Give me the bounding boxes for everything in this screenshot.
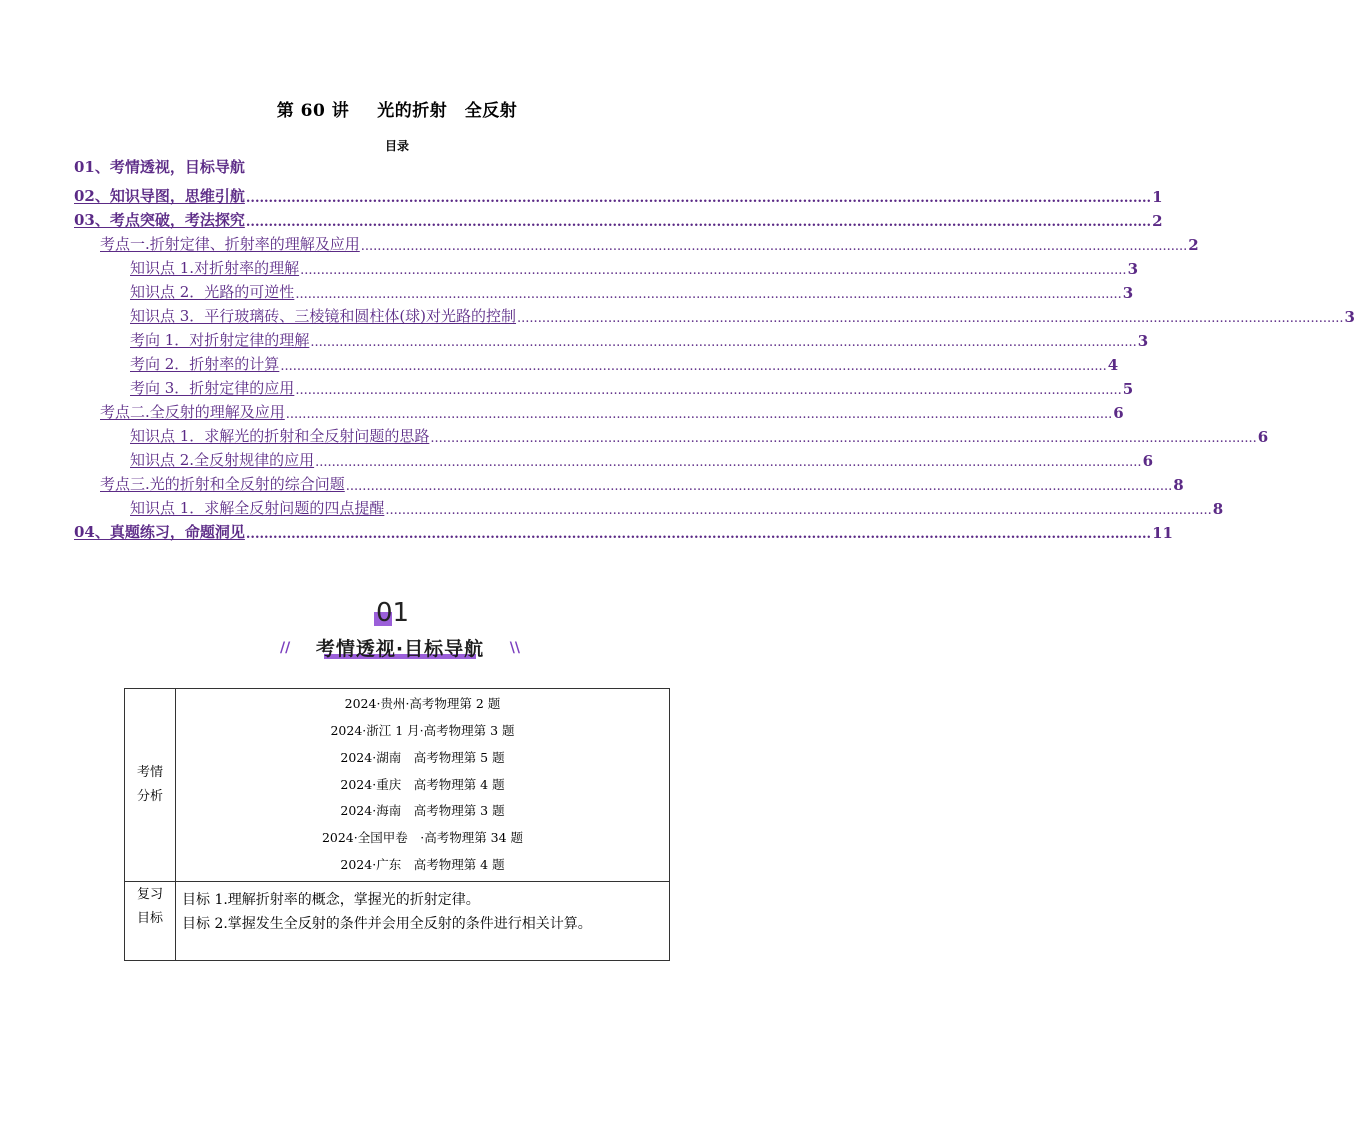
toc-leader-dots: ........................................................................................................................................................................................................ [245,191,1152,206]
toc-leader-dots: ........................................................................................................................................................................................................ [517,311,1344,326]
exam-list [176,689,670,882]
toc-leader-dots: ........................................................................................................................................................................................................ [295,383,1122,398]
toc-leader-dots: ........................................................................................................................................................................................................ [245,215,1152,230]
exam-item: 2024·重庆 高考物理第 4 题 [340,776,505,792]
toc-entry-page: 6 [1257,428,1269,446]
toc-entry[interactable] [130,328,1149,350]
toc-entry-label: 04、真题练习，命题洞见 [74,523,245,541]
lecture-topic: 光的折射 全反射 [377,101,518,121]
toc-entry[interactable] [74,184,1163,206]
exam-item: 2024·海南 高考物理第 3 题 [340,803,505,819]
toc-entry-page: 3 [1127,260,1138,278]
toc-entry-label: 02、知识导图，思维引航 [74,187,245,205]
row-header-goals [125,882,176,961]
toc-entry[interactable] [130,424,1269,446]
toc-entry-label: 知识点 3．平行玻璃砖、三棱镜和圆柱体(球)对光路的控制 [130,307,517,325]
toc-leader-dots: ........................................................................................................................................................................................................ [245,527,1152,542]
toc-leader-dots: ........................................................................................................................................................................................................ [345,479,1173,494]
toc-entry-label: 考向 2．折射率的计算 [130,355,280,373]
toc-entry-label: 知识点 2.全反射规律的应用 [130,451,315,469]
exam-item: 2024·广东 高考物理第 4 题 [340,856,505,872]
toc-leader-dots: ........................................................................................................................................................................................................ [295,287,1122,302]
exam-item: 2024·浙江 1 月·高考物理第 3 题 [330,723,515,738]
toc-entry-page: 1 [1152,188,1163,206]
banner-slash-right: \\ [509,640,520,656]
toc-entry[interactable] [130,280,1134,302]
banner-text: 考情透视·目标导航 [315,638,485,660]
toc-entry[interactable] [100,472,1184,494]
toc-leader-dots: ........................................................................................................................................................................................................ [385,503,1212,518]
row-header-text: 考情 分析 [136,765,163,804]
toc-leader-dots: ........................................................................................................................................................................................................ [285,407,1113,422]
toc-entry[interactable] [130,304,1355,326]
toc-entry-page: 5 [1122,380,1134,398]
exam-item: 2024·全国甲卷 ·高考物理第 34 题 [321,830,524,846]
toc-entry-label: 考向 1．对折射定律的理解 [130,331,310,349]
toc-entry-label: 考点三.光的折射和全反射的综合问题 [100,475,345,493]
row-header-analysis [125,689,176,882]
toc-leader-dots: ........................................................................................................................................................................................................ [430,431,1257,446]
table-row [125,882,670,961]
row-header-text: 复习 目标 [136,887,163,926]
goal-item: 目标 1.理解折射率的概念，掌握光的折射定律。 [182,892,480,908]
goal-list [176,882,670,961]
toc-entry-first[interactable]: 01、考情透视，目标导航 [74,158,245,176]
toc-entry-label: 知识点 1.对折射率的理解 [130,259,300,277]
banner-number: 01 [376,598,410,628]
toc-leader-dots: ........................................................................................................................................................................................................ [360,239,1188,254]
toc-entry-page: 2 [1188,236,1199,254]
toc-entry-page: 2 [1152,212,1163,230]
toc-entry-page: 6 [1142,452,1153,470]
toc-entry[interactable] [130,376,1134,398]
toc-entry-page: 8 [1212,500,1224,518]
toc-entry[interactable] [130,352,1119,374]
banner-slash-left: // [280,640,291,656]
toc-leader-dots: ........................................................................................................................................................................................................ [300,263,1127,278]
toc-entry-page: 4 [1107,356,1119,374]
toc-entry-page: 3 [1122,284,1134,302]
toc-entry-label: 知识点 1．求解全反射问题的四点提醒 [130,499,385,517]
toc-entry[interactable] [130,496,1224,518]
toc-entry-label: 考点二.全反射的理解及应用 [100,403,285,421]
toc-entry[interactable] [74,208,1163,230]
toc-leader-dots: ........................................................................................................................................................................................................ [315,455,1142,470]
toc-entry-page: 11 [1152,524,1173,542]
toc-entry[interactable] [130,256,1138,278]
exam-analysis-table [124,688,670,961]
toc-entry-label: 知识点 2．光路的可逆性 [130,283,295,301]
section-banner [280,598,520,666]
lecture-number: 第 60 讲 [276,101,350,121]
toc-entry-page: 6 [1113,404,1124,422]
toc-entry-page: 8 [1173,476,1184,494]
exam-item: 2024·贵州·高考物理第 2 题 [344,696,501,712]
exam-item: 2024·湖南 高考物理第 5 题 [340,749,505,765]
toc-entry[interactable] [100,232,1199,254]
toc-entry[interactable] [74,520,1173,542]
toc-entry-label: 考向 3．折射定律的应用 [130,379,295,397]
table-row [125,689,670,882]
toc-entry-label: 知识点 1．求解光的折射和全反射问题的思路 [130,427,430,445]
toc-leader-dots: ........................................................................................................................................................................................................ [310,335,1137,350]
toc-entry[interactable] [130,448,1153,470]
goal-item: 目标 2.掌握发生全反射的条件并会用全反射的条件进行相关计算。 [182,916,592,932]
toc-entry-label: 03、考点突破，考法探究 [74,211,245,229]
toc-entry[interactable] [100,400,1124,422]
page-title [0,96,794,121]
toc-entry-page: 3 [1344,308,1355,326]
toc-entry-label: 考点一.折射定律、折射率的理解及应用 [100,235,360,253]
toc-heading: 目录 [384,139,409,153]
toc-leader-dots: ........................................................................................................................................................................................................ [280,359,1107,374]
toc-entry-page: 3 [1137,332,1149,350]
